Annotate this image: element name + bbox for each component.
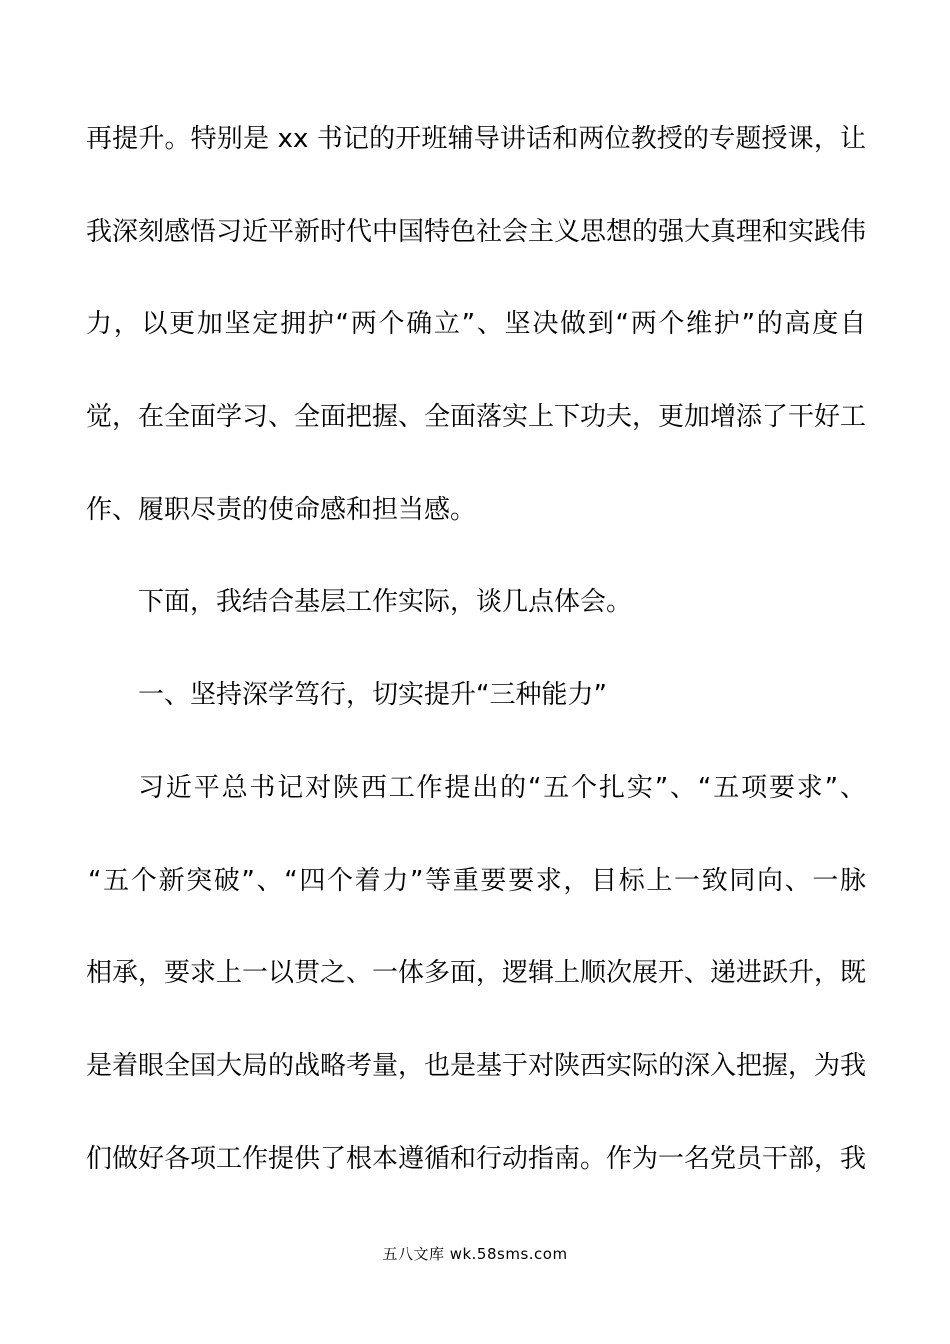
paragraph-line: 力，以更加坚定拥护“两个确立”、坚决做到“两个维护”的高度自: [86, 309, 866, 340]
paragraph-line: 是着眼全国大局的战略考量，也是基于对陕西实际的深入把握，为我: [86, 1050, 867, 1081]
paragraph-line: 习近平总书记对陕西工作提出的“五个扎实”、“五项要求”、: [138, 772, 866, 803]
footer-watermark: 五八文库 wk.58sms.com: [382, 1245, 568, 1263]
paragraph-line: 再提升。特别是 xx 书记的开班辅导讲话和两位教授的专题授课，让: [86, 124, 866, 154]
paragraph-line: “五个新突破”、“四个着力”等重要要求，目标上一致同向、一脉: [88, 865, 866, 896]
paragraph-line: 我深刻感悟习近平新时代中国特色社会主义思想的强大真理和实践伟: [86, 216, 867, 247]
document-body: [86, 112, 866, 1224]
section-heading: 一、坚持深学笃行，切实提升“三种能力”: [138, 680, 607, 711]
paragraph-line: 觉，在全面学习、全面把握、全面落实上下功夫，更加增添了干好工: [86, 402, 867, 433]
paragraph-line: 作、履职尽责的使命感和担当感。: [86, 494, 477, 525]
paragraph-line: 们做好各项工作提供了根本遵循和行动指南。作为一名党员干部，我: [86, 1143, 867, 1174]
paragraph-line: 下面，我结合基层工作实际，谈几点体会。: [138, 587, 633, 618]
paragraph-line: 相承，要求上一以贯之、一体多面，逻辑上顺次展开、递进跃升，既: [86, 958, 867, 989]
